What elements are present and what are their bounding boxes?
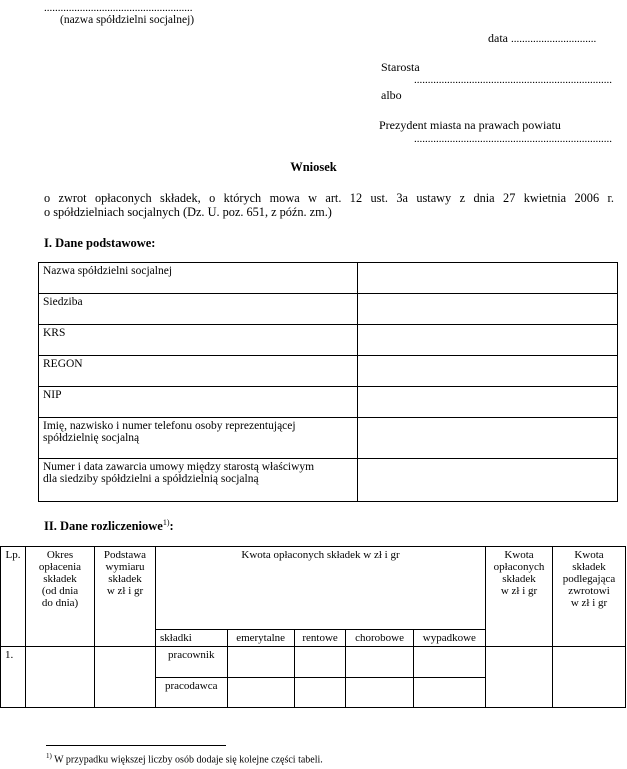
col-text: składek [572, 561, 606, 573]
row-label-regon: REGON [39, 356, 358, 387]
row-label-krs: KRS [39, 325, 358, 356]
row-label-nip: NIP [39, 387, 358, 418]
cell-pension-employer[interactable] [227, 677, 294, 708]
section2-heading-text: II. Dane rozliczeniowe [44, 519, 163, 534]
footnote [46, 752, 323, 765]
cell-disability-employee[interactable] [294, 647, 346, 678]
col-text: Kwota [504, 549, 534, 561]
cell-payer-employer: pracodawca [156, 677, 228, 708]
col-base [95, 547, 156, 647]
cell-pension-employee[interactable] [227, 647, 294, 678]
row-label-representative [39, 418, 358, 459]
row-value-nip[interactable] [358, 387, 618, 418]
date-dots: ............................... [511, 33, 597, 45]
cell-sickness-employer[interactable] [346, 677, 413, 708]
cell-accident-employee[interactable] [413, 647, 485, 678]
col-paid-total [486, 547, 553, 647]
cell-sickness-employee[interactable] [346, 647, 413, 678]
footnote-mark: 1) [46, 752, 52, 760]
table-row [39, 294, 618, 325]
row-value-representative[interactable] [358, 418, 618, 459]
row-label-line: Numer i data zawarcia umowy między starostą właściwym [43, 461, 315, 473]
settlement-table [0, 546, 626, 708]
row-value-krs[interactable] [358, 325, 618, 356]
table-header-row [1, 547, 626, 630]
row-label-line: dla siedziby spółdzielni a spółdzielnią socjalną [43, 473, 259, 485]
row-label-line: spółdzielnię socjalną [43, 432, 140, 444]
cell-period[interactable] [26, 647, 95, 708]
col-text: opłacenia [38, 561, 82, 573]
col-text: w zł i gr [106, 585, 144, 597]
row-lp: 1. [1, 647, 26, 708]
col-text: do dnia) [41, 597, 79, 609]
row-label-agreement [39, 459, 358, 502]
col-text: (od dnia [41, 585, 79, 597]
cell-paid-total[interactable] [486, 647, 553, 708]
table-row [39, 459, 618, 502]
coop-name-label: (nazwa spółdzielni socjalnej) [60, 14, 195, 26]
col-text: Okres [46, 549, 74, 561]
basic-data-table [38, 262, 618, 502]
intro-line-1: o zwrot opłaconych składek, o których mowa w art. 12 ust. 3a ustawy z dnia 27 kwietnia 2006 r. [44, 191, 614, 205]
col-text: w zł i gr [500, 585, 538, 597]
col-text: wymiaru [105, 561, 145, 573]
table-row [39, 387, 618, 418]
row-value-coop-name[interactable] [358, 263, 618, 294]
cell-accident-employer[interactable] [413, 677, 485, 708]
section2-heading-colon: : [169, 519, 174, 534]
col-text: składek [108, 573, 142, 585]
table-row [39, 325, 618, 356]
footnote-divider [46, 745, 226, 746]
col-text: podlegająca [562, 573, 616, 585]
col-text: w zł i gr [570, 597, 608, 609]
president-label: Prezydent miasta na prawach powiatu [379, 118, 561, 132]
intro-line-2: o spółdzielniach socjalnych (Dz. U. poz. 651, z późn. zm.) [44, 205, 332, 219]
table-row [39, 356, 618, 387]
subcol-accident: wypadkowe [413, 630, 485, 647]
cell-payer-employee: pracownik [156, 647, 228, 678]
col-text: opłaconych [493, 561, 545, 573]
row-value-seat[interactable] [358, 294, 618, 325]
section2-heading [44, 518, 174, 534]
table-row [39, 263, 618, 294]
subcol-contribution: składki [156, 630, 228, 647]
albo-label: albo [381, 88, 402, 102]
table-row [39, 418, 618, 459]
cell-refund[interactable] [553, 647, 626, 708]
cell-base[interactable] [95, 647, 156, 708]
footnote-ref: 1) [162, 518, 170, 527]
date-field [488, 31, 596, 46]
cell-disability-employer[interactable] [294, 677, 346, 708]
col-refund [553, 547, 626, 647]
starosta-dots: ........................................................................ [414, 74, 612, 86]
subcol-sickness: chorobowe [346, 630, 413, 647]
subcol-disability: rentowe [294, 630, 346, 647]
col-text: zwrotowi [568, 585, 610, 597]
date-label: data [488, 31, 508, 45]
starosta-label: Starosta [381, 60, 420, 74]
row-value-regon[interactable] [358, 356, 618, 387]
footnote-text: W przypadku większej liczby osób dodaje się kolejne części tabeli. [54, 754, 323, 766]
row-label-coop-name: Nazwa spółdzielni socjalnej [39, 263, 358, 294]
president-dots: ........................................................................ [414, 133, 612, 145]
col-text: Podstawa [103, 549, 147, 561]
document-title: Wniosek [290, 160, 337, 174]
row-label-line: Imię, nazwisko i numer telefonu osoby reprezentującej [43, 420, 296, 432]
col-lp: Lp. [1, 547, 26, 647]
coop-name-dots: ...................................................... [44, 2, 193, 14]
col-paid-amount: Kwota opłaconych składek w zł i gr [156, 547, 486, 630]
row-label-seat: Siedziba [39, 294, 358, 325]
col-text: składek [502, 573, 536, 585]
section1-heading: I. Dane podstawowe: [44, 236, 156, 250]
col-period [26, 547, 95, 647]
table-row [1, 647, 626, 678]
row-value-agreement[interactable] [358, 459, 618, 502]
subcol-pension: emerytalne [227, 630, 294, 647]
col-text: Kwota [574, 549, 604, 561]
col-text: składek [43, 573, 77, 585]
